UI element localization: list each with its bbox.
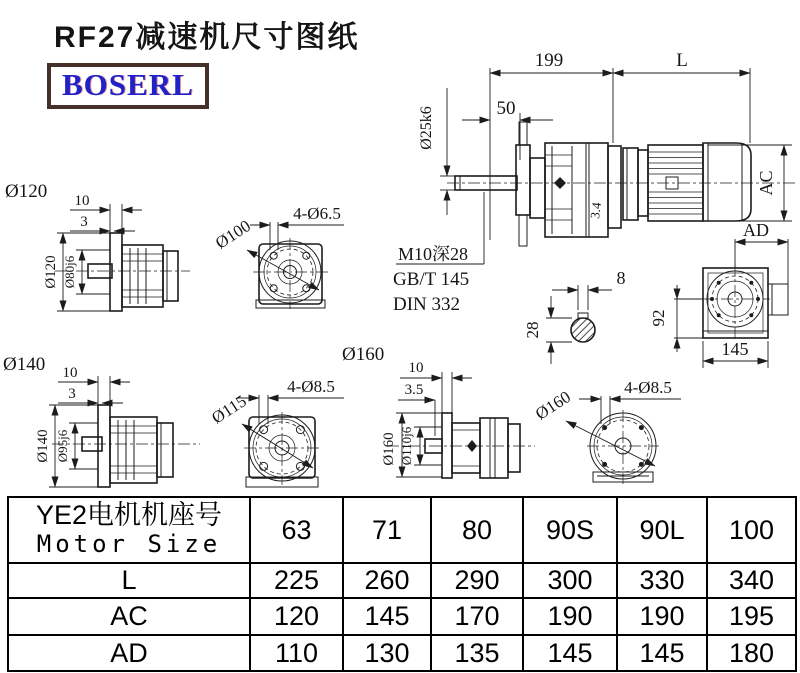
cell-ad-80: 135 bbox=[431, 635, 523, 671]
cell-ad-71: 130 bbox=[343, 635, 431, 671]
cell-ad-90l: 145 bbox=[617, 635, 707, 671]
flange-view-120 bbox=[5, 181, 190, 311]
dim-100-dia: Ø100 bbox=[211, 216, 255, 253]
dim-key-depth: 28 bbox=[523, 321, 542, 339]
dim-120-10: 10 bbox=[74, 193, 90, 209]
dimension-table bbox=[7, 496, 797, 672]
dim-140-10: 10 bbox=[62, 365, 78, 381]
col-100: 100 bbox=[707, 497, 796, 563]
table-row-l bbox=[8, 563, 796, 598]
page-title: RF27减速机尺寸图纸 bbox=[54, 21, 360, 54]
dim-140-dia: Ø140 bbox=[35, 429, 51, 463]
main-assembly-view bbox=[418, 50, 796, 264]
dim-199: 199 bbox=[534, 50, 564, 71]
dim-140-hub: Ø95j6 bbox=[55, 429, 70, 463]
cell-l-63: 225 bbox=[250, 563, 343, 598]
cell-ac-100: 195 bbox=[707, 598, 796, 635]
dim-140-3: 3 bbox=[68, 386, 76, 402]
dim-160-35: 3.5 bbox=[404, 382, 424, 398]
dim-shaft-diameter: Ø25k6 bbox=[418, 106, 435, 150]
dim-160-hub: Ø110j6 bbox=[399, 426, 414, 466]
motor-end-view bbox=[649, 220, 788, 368]
standard-gbt: GB/T 145 bbox=[393, 269, 470, 290]
dim-key-width: 8 bbox=[616, 268, 626, 288]
dim-160-10: 10 bbox=[408, 360, 424, 376]
dim-160f-holes: 4-Ø8.5 bbox=[624, 378, 672, 397]
dim-145: 145 bbox=[721, 339, 749, 359]
dim-motor-length: L bbox=[676, 50, 688, 71]
header-en: Motor Size bbox=[36, 530, 222, 559]
dim-92: 92 bbox=[649, 309, 668, 327]
row-label-ad: AD bbox=[8, 635, 250, 671]
dim-115-holes: 4-Ø8.5 bbox=[287, 377, 335, 396]
view-label-120: Ø120 bbox=[5, 181, 48, 202]
dim-120-dia: Ø120 bbox=[43, 255, 59, 289]
dim-ad: AD bbox=[743, 220, 769, 240]
table-row-ac bbox=[8, 598, 796, 635]
view-label-140: Ø140 bbox=[3, 354, 46, 375]
shaft-key-section bbox=[523, 268, 626, 364]
cell-l-80: 290 bbox=[431, 563, 523, 598]
cell-ac-63: 120 bbox=[250, 598, 343, 635]
thread-spec: M10深28 bbox=[398, 244, 469, 264]
col-71: 71 bbox=[343, 497, 431, 563]
cell-ad-90s: 145 bbox=[523, 635, 617, 671]
col-90l: 90L bbox=[617, 497, 707, 563]
flange-front-160 bbox=[532, 378, 681, 484]
dim-50: 50 bbox=[496, 98, 516, 119]
cell-l-100: 340 bbox=[707, 563, 796, 598]
dim-160f-dia: Ø160 bbox=[531, 387, 575, 424]
table-header-row bbox=[8, 497, 796, 563]
dim-160-dia: Ø160 bbox=[381, 432, 397, 466]
header-cn: YE2电机机座号 bbox=[35, 500, 223, 531]
cell-l-90l: 330 bbox=[617, 563, 707, 598]
cell-ac-90l: 190 bbox=[617, 598, 707, 635]
col-63: 63 bbox=[250, 497, 343, 563]
cell-ac-90s: 190 bbox=[523, 598, 617, 635]
row-label-ac: AC bbox=[8, 598, 250, 635]
cell-ad-100: 180 bbox=[707, 635, 796, 671]
logo-text: BOSERL bbox=[62, 67, 194, 102]
cell-ac-71: 145 bbox=[343, 598, 431, 635]
col-80: 80 bbox=[431, 497, 523, 563]
dim-120-3: 3 bbox=[80, 214, 88, 230]
flange-front-115 bbox=[208, 377, 344, 487]
dim-120-hub: Ø80j6 bbox=[62, 255, 77, 289]
row-label-l: L bbox=[8, 563, 250, 598]
view-label-160: Ø160 bbox=[342, 344, 385, 365]
dim-ac: AC bbox=[756, 170, 776, 196]
standard-din: DIN 332 bbox=[393, 294, 461, 315]
flange-view-140 bbox=[3, 354, 200, 487]
thread-note bbox=[393, 244, 484, 315]
cell-ad-63: 110 bbox=[250, 635, 343, 671]
cell-ac-80: 170 bbox=[431, 598, 523, 635]
cell-l-90s: 300 bbox=[523, 563, 617, 598]
col-90s: 90S bbox=[523, 497, 617, 563]
ratio-label: 3.4 bbox=[587, 201, 604, 220]
cell-l-71: 260 bbox=[343, 563, 431, 598]
table-row-ad bbox=[8, 635, 796, 671]
flange-view-160 bbox=[342, 344, 535, 478]
dim-115-dia: Ø115 bbox=[208, 391, 250, 428]
dim-100-holes: 4-Ø6.5 bbox=[293, 204, 341, 223]
motor-size-header bbox=[8, 497, 250, 563]
flange-front-100 bbox=[212, 204, 344, 309]
